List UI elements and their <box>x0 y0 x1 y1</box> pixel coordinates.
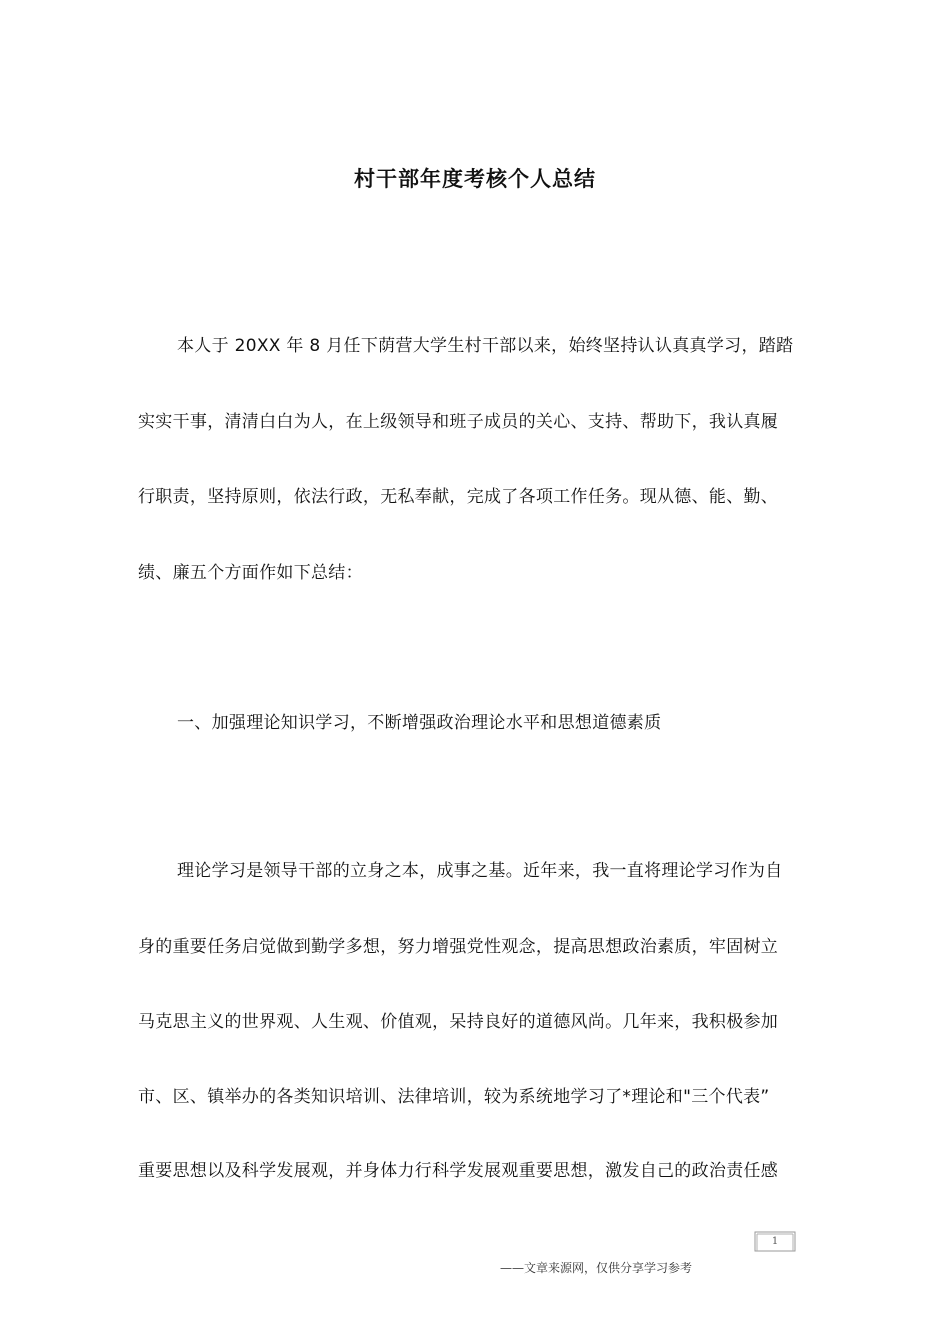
document-title: 村干部年度考核个人总结 <box>354 167 596 191</box>
paragraph-1-line-1: 本人于 20XX 年 8 月任下荫营大学生村干部以来，始终坚持认认真真学习，踏踏 <box>177 336 794 356</box>
paragraph-2-line-1: 理论学习是领导干部的立身之本，成事之基。近年来，我一直将理论学习作为自 <box>177 861 783 881</box>
section-heading-1: 一、加强理论知识学习，不断增强政治理论水平和思想道德素质 <box>177 713 662 733</box>
paragraph-2-line-5: 重要思想以及科学发展观，并身体力行科学发展观重要思想，激发自己的政治责任感 <box>138 1161 779 1181</box>
paragraph-1-line-2: 实实干事，清清白白为人，在上级领导和班子成员的关心、支持、帮助下，我认真履 <box>138 412 779 432</box>
paragraph-2-line-2: 身的重要任务启觉做到勤学多想，努力增强党性观念，提高思想政治素质，牢固树立 <box>138 937 779 957</box>
paragraph-1-line-4: 绩、廉五个方面作如下总结： <box>138 563 363 583</box>
page-number-badge <box>754 1230 796 1252</box>
paragraph-1-line-3: 行职责，坚持原则，依法行政，无私奉献，完成了各项工作任务。现从德、能、勤、 <box>138 487 779 507</box>
paragraph-2-line-4: 市、区、镇举办的各类知识培训、法律培训，较为系统地学习了*理论和"三个代表” <box>138 1087 770 1107</box>
paragraph-2-line-3: 马克思主义的世界观、人生观、价值观，呆持良好的道德风尚。几年来，我积极参加 <box>138 1012 779 1032</box>
source-note: ——文章来源网，仅供分享学习参考 <box>500 1261 693 1275</box>
page-number: 1 <box>771 1236 779 1247</box>
